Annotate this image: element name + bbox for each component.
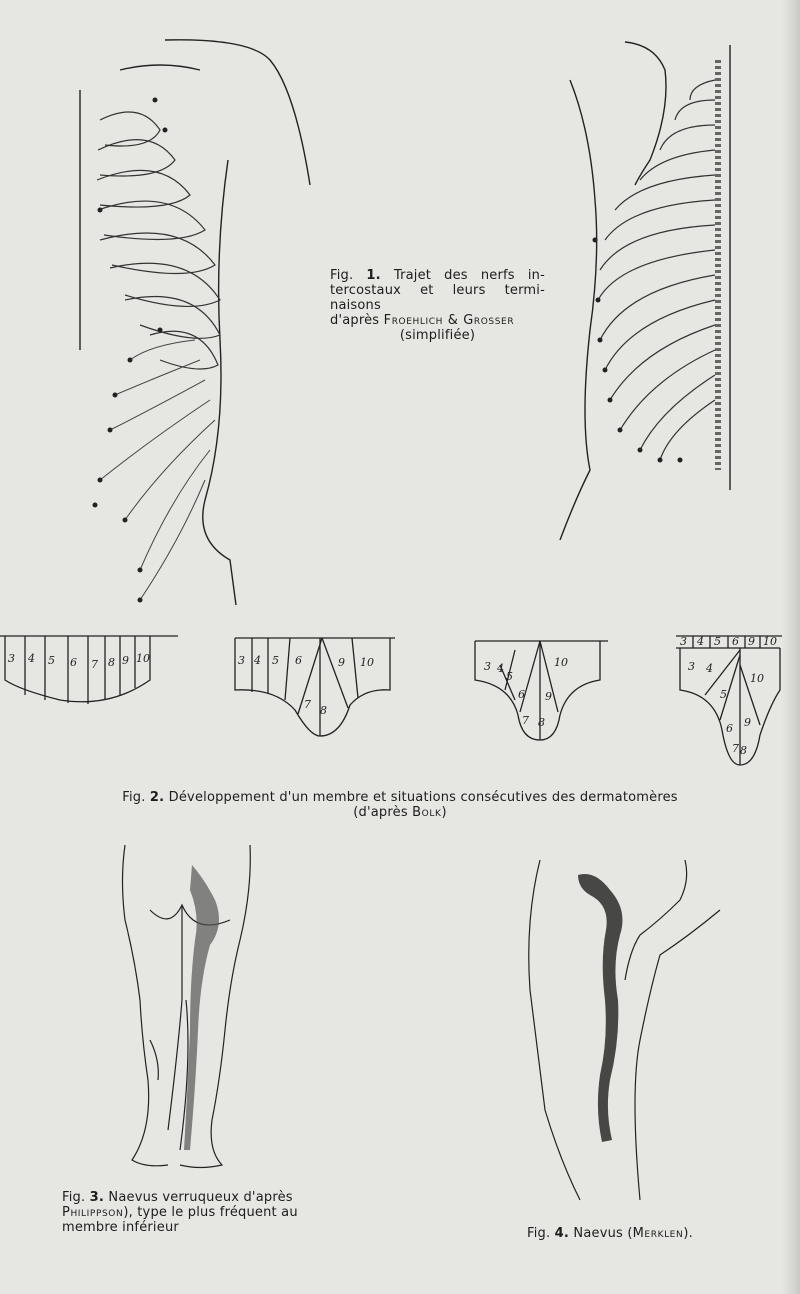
fig1-caption	[330, 268, 545, 343]
svg-text:10: 10	[136, 652, 150, 665]
fig1-caption-line3: naisons	[330, 298, 381, 313]
fig1-prefix: Fig.	[330, 268, 354, 283]
fig4-text-pre: Naevus (	[573, 1226, 633, 1241]
svg-text:10: 10	[750, 672, 764, 685]
svg-text:5: 5	[720, 688, 727, 701]
svg-text:3: 3	[8, 652, 15, 665]
svg-text:6: 6	[295, 654, 302, 667]
svg-text:8: 8	[538, 716, 545, 729]
fig2-text: Développement d'un membre et situations consécutives des dermatomères	[168, 790, 678, 805]
svg-text:7: 7	[304, 698, 311, 711]
svg-text:10: 10	[554, 656, 568, 669]
svg-text:9: 9	[122, 654, 129, 667]
fig1-caption-line4	[330, 313, 545, 328]
svg-text:3: 3	[680, 635, 687, 648]
fig4-leg-drawing	[529, 860, 720, 1200]
svg-text:7: 7	[91, 658, 98, 671]
svg-text:9: 9	[545, 690, 552, 703]
fig1-caption-line2: tercostaux et leurs termi-	[330, 283, 545, 298]
svg-text:6: 6	[518, 688, 525, 701]
fig1-author: Froehlich & Grosser	[383, 313, 515, 328]
fig1-caption-line1	[330, 268, 545, 283]
svg-text:3: 3	[688, 660, 695, 673]
fig2-dermatome-diagram-4	[676, 636, 782, 765]
svg-text:5: 5	[48, 654, 55, 667]
fig2-sub-pre: (d'après	[353, 805, 408, 820]
fig4-prefix: Fig.	[527, 1226, 551, 1241]
svg-text:7: 7	[522, 714, 529, 727]
fig2-caption-line1	[0, 790, 800, 805]
fig4-text-post: ).	[683, 1226, 693, 1241]
svg-text:8: 8	[320, 704, 327, 717]
svg-text:6: 6	[726, 722, 733, 735]
svg-text:4: 4	[254, 654, 261, 667]
svg-text:4: 4	[28, 652, 35, 665]
svg-text:10: 10	[763, 635, 777, 648]
fig3-line1: Naevus verruqueux d'après	[108, 1190, 293, 1205]
svg-text:4: 4	[706, 662, 713, 675]
fig2-author: Bolk	[412, 805, 442, 820]
fig1-back-torso-drawing	[560, 42, 730, 540]
svg-text:10: 10	[360, 656, 374, 669]
svg-text:4: 4	[697, 635, 704, 648]
fig1-number: 1.	[366, 268, 381, 283]
fig3-caption	[62, 1190, 312, 1235]
svg-text:7: 7	[732, 742, 739, 755]
svg-text:9: 9	[744, 716, 751, 729]
fig2-caption-line2	[0, 805, 800, 820]
fig2-dermatome-diagram-2	[235, 638, 395, 736]
fig2-diagram-1-labels	[8, 652, 150, 671]
fig3-caption-line2	[62, 1205, 312, 1220]
fig1-caption-line5: (simplifiée)	[399, 328, 476, 343]
fig3-number: 3.	[89, 1190, 105, 1205]
svg-text:9: 9	[338, 656, 345, 669]
fig3-line2-post: ), type le plus fréquent au	[123, 1205, 298, 1220]
fig3-caption-line3: membre inférieur	[62, 1220, 179, 1235]
svg-text:4: 4	[497, 662, 504, 675]
svg-text:5: 5	[506, 670, 513, 683]
svg-text:8: 8	[740, 744, 747, 757]
fig4-number: 4.	[554, 1226, 570, 1241]
svg-text:9: 9	[748, 635, 755, 648]
fig2-dermatome-diagram-1	[0, 636, 178, 704]
fig1-line4-pre: d'après	[330, 313, 380, 328]
svg-text:6: 6	[70, 656, 77, 669]
fig1-line1: Trajet des nerfs in-	[393, 268, 545, 283]
fig3-prefix: Fig.	[62, 1190, 86, 1205]
fig4-caption	[527, 1226, 747, 1241]
svg-text:3: 3	[484, 660, 491, 673]
fig2-caption	[0, 790, 800, 820]
fig2-diagram-4-lower-labels	[688, 660, 764, 757]
fig3-author: Philippson	[62, 1205, 124, 1220]
fig3-naevus-shading	[184, 865, 219, 1150]
svg-text:5: 5	[272, 654, 279, 667]
fig4-author: Merklen	[632, 1226, 684, 1241]
fig2-sub-post: )	[441, 805, 447, 820]
fig2-prefix: Fig.	[122, 790, 146, 805]
svg-text:6: 6	[732, 635, 739, 648]
svg-text:5: 5	[714, 635, 721, 648]
fig3-caption-line1	[62, 1190, 312, 1205]
fig4-naevus-shading	[578, 874, 622, 1142]
svg-text:3: 3	[238, 654, 245, 667]
svg-text:8: 8	[108, 656, 115, 669]
fig2-number: 2.	[149, 790, 165, 805]
fig2-diagram-2-labels	[238, 654, 374, 717]
fig1-front-torso-drawing	[80, 40, 310, 605]
